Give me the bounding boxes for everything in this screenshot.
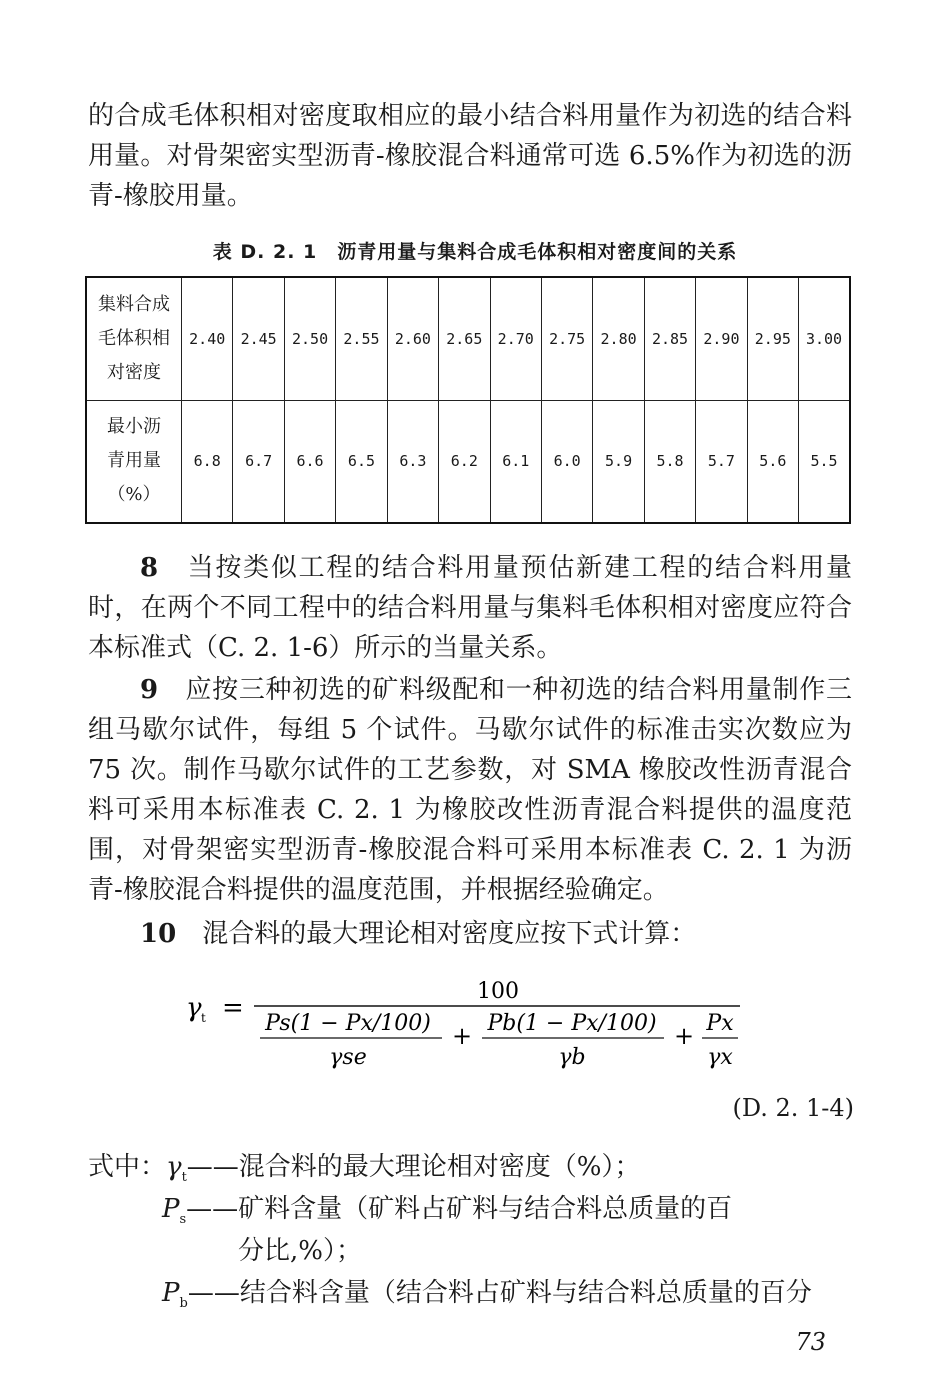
- table-cell: 2.80: [593, 277, 644, 400]
- plus-sign: +: [452, 1022, 473, 1050]
- table-cell: 3.00: [799, 277, 850, 400]
- definition-ps: [88, 1188, 852, 1230]
- item-number: 8: [140, 553, 159, 583]
- table-cell: 6.0: [541, 400, 592, 523]
- definition-subscript: s: [179, 1212, 187, 1228]
- term1-numerator: Ps(1 − Px/100): [265, 1011, 431, 1036]
- header-line: （%）: [107, 484, 161, 506]
- definition-pb: [88, 1272, 852, 1314]
- max-density-formula: [180, 968, 760, 1078]
- definitions-lead: 式中：: [88, 1152, 167, 1182]
- table-cell: 5.6: [747, 400, 798, 523]
- table-cell: 2.65: [439, 277, 490, 400]
- paragraph-8: [88, 548, 852, 668]
- header-line: 青用量: [107, 450, 161, 472]
- table-cell: 6.1: [490, 400, 541, 523]
- definition-symbol: P: [162, 1194, 180, 1224]
- table-cell: 2.75: [541, 277, 592, 400]
- row-header-density: [86, 277, 182, 400]
- table-cell: 5.9: [593, 400, 644, 523]
- table-cell: 2.85: [644, 277, 695, 400]
- header-line: 毛体积相: [98, 327, 170, 349]
- table-cell: 2.90: [696, 277, 747, 400]
- definition-text: 分比,%）；: [238, 1236, 362, 1266]
- table-cell: 5.8: [644, 400, 695, 523]
- row-header-binder: [86, 400, 182, 523]
- definition-symbol: P: [162, 1278, 180, 1308]
- table-cell: 2.40: [182, 277, 233, 400]
- plus-sign: +: [674, 1022, 695, 1050]
- term2-denominator: γb: [558, 1045, 586, 1070]
- table-row-binder: [86, 400, 850, 523]
- paragraph-9: [88, 670, 852, 910]
- paragraph-10: [88, 914, 852, 954]
- item-number: 10: [140, 919, 177, 949]
- table-cell: 6.2: [439, 400, 490, 523]
- table-cell: 2.55: [336, 277, 387, 400]
- definition-subscript: t: [181, 1170, 187, 1186]
- table-cell: 2.50: [284, 277, 335, 400]
- table-title: 表 D. 2. 1 沥青用量与集料合成毛体积相对密度间的关系: [212, 241, 738, 263]
- header-line: 集料合成: [98, 293, 170, 315]
- definition-text: ——混合料的最大理论相对密度（%）；: [186, 1152, 641, 1182]
- table-cell: 2.95: [747, 277, 798, 400]
- table-cell: 2.45: [233, 277, 284, 400]
- table-cell: 5.7: [696, 400, 747, 523]
- definition-symbol: γ: [166, 1152, 182, 1182]
- table-cell: 5.5: [799, 400, 850, 523]
- term3-denominator: γx: [707, 1045, 733, 1070]
- density-binder-table: [85, 276, 851, 524]
- table-cell: 2.70: [490, 277, 541, 400]
- formula-lhs: γ: [186, 993, 202, 1023]
- symbol-definitions: [88, 1146, 852, 1314]
- formula-numerator: 100: [477, 979, 519, 1004]
- definition-text: ——矿料含量（矿料占矿料与结合料总质量的百: [186, 1194, 733, 1224]
- intro-paragraph: 的合成毛体积相对密度取相应的最小结合料用量作为初选的结合料用量。对骨架密实型沥青-橡胶混合料通常可选 6.5%作为初选的沥青-橡胶用量。: [88, 101, 852, 211]
- table-cell: 6.3: [387, 400, 438, 523]
- equation-number: (D. 2. 1-4): [732, 1094, 854, 1122]
- paragraph-text: 当按类似工程的结合料用量预估新建工程的结合料用量时，在两个不同工程中的结合料用量与集料毛体积相对密度应符合本标准式（C. 2. 1-6）所示的当量关系。: [88, 553, 852, 663]
- paragraph-text: 应按三种初选的矿料级配和一种初选的结合料用量制作三组马歇尔试件，每组 5 个试件。马歇尔试件的标准击实次数应为 75 次。制作马歇尔试件的工艺参数，对 SMA 橡胶改性沥青混合料可采用本标准表 C. 2. 1 为橡胶改性沥青混合料提供的温度范围，对骨架密实型沥青-橡胶混合料可采用本标准表 C. 2. 1 为沥青-橡胶混合料提供的温度范围，并根据经验确定。: [88, 675, 852, 905]
- table-cell: 6.6: [284, 400, 335, 523]
- header-line: 对密度: [107, 361, 161, 383]
- formula-equals: =: [222, 993, 244, 1023]
- definition-text: ——结合料含量（结合料占矿料与结合料总质量的百分: [187, 1278, 812, 1308]
- table-row-density: [86, 277, 850, 400]
- definition-ps-continued: [88, 1230, 852, 1272]
- table-cell: 2.60: [387, 277, 438, 400]
- term2-numerator: Pb(1 − Px/100): [487, 1011, 657, 1036]
- page-number: 73: [795, 1328, 826, 1356]
- table-cell: 6.7: [233, 400, 284, 523]
- header-line: 最小沥: [107, 416, 161, 438]
- table-cell: 6.5: [336, 400, 387, 523]
- definition-gamma-t: [88, 1146, 852, 1188]
- term3-numerator: Px: [706, 1011, 734, 1036]
- term1-denominator: γse: [329, 1045, 367, 1070]
- formula-lhs-sub: t: [201, 1011, 206, 1025]
- paragraph-text: 混合料的最大理论相对密度应按下式计算：: [176, 919, 697, 949]
- table-cell: 6.8: [182, 400, 233, 523]
- definition-subscript: b: [179, 1296, 188, 1312]
- item-number: 9: [140, 675, 159, 705]
